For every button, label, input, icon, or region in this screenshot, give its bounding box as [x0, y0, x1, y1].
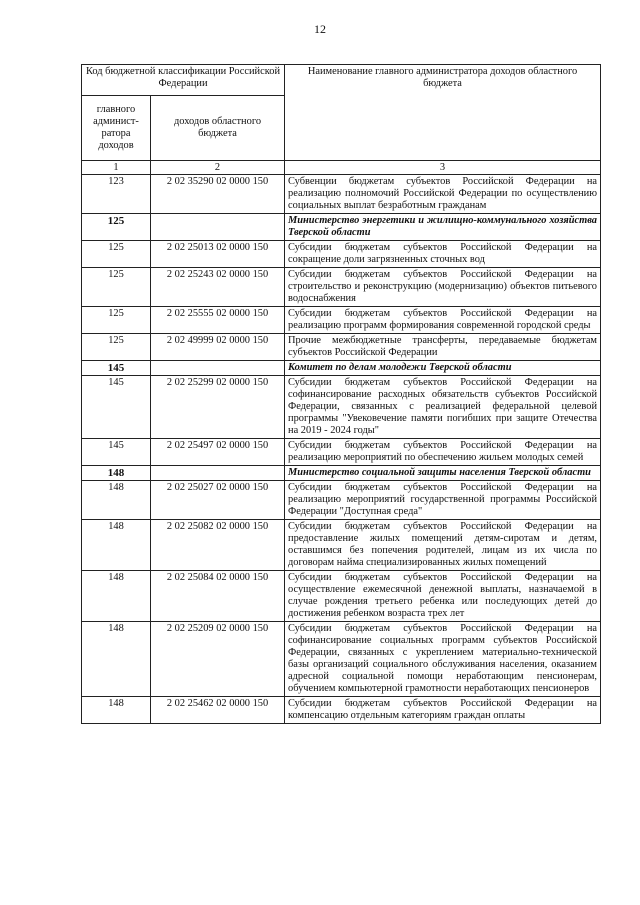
income-code-cell: 2 02 25243 02 0000 150	[151, 268, 285, 307]
admin-code-cell: 123	[82, 175, 151, 214]
header-admin-name: Наименование главного администратора доходов областного бюджета	[285, 65, 601, 161]
name-cell: Субсидии бюджетам субъектов Российской Федерации на сокращение доли загрязненных сточных вод	[285, 241, 601, 268]
name-cell: Субвенции бюджетам субъектов Российской Федерации на реализацию полномочий Российской Федерации по осуществлению социальных выплат безработным гражданам	[285, 175, 601, 214]
header-number-1: 1	[82, 161, 151, 175]
name-cell: Министерство социальной защиты населения Тверской области	[285, 466, 601, 481]
page-number: 12	[314, 22, 326, 36]
table-row	[82, 361, 601, 376]
name-cell: Субсидии бюджетам субъектов Российской Федерации на софинансирование расходных обязательств субъектов Российской Федерации, связанных с реализацией федеральной целевой программы "Увековечение памяти погибших при защите Отечества на 2019 - 2024 годы"	[285, 376, 601, 439]
name-cell: Прочие межбюджетные трансферты, передаваемые бюджетам субъектов Российской Федерации	[285, 334, 601, 361]
table-row	[82, 622, 601, 697]
budget-classification-table	[81, 64, 601, 724]
header-main-admin: главного админист-ратора доходов	[82, 96, 151, 161]
admin-code-cell: 148	[82, 481, 151, 520]
table-row	[82, 376, 601, 439]
admin-code-cell: 125	[82, 241, 151, 268]
income-code-cell: 2 02 25209 02 0000 150	[151, 622, 285, 697]
income-code-cell	[151, 361, 285, 376]
income-code-cell: 2 02 25555 02 0000 150	[151, 307, 285, 334]
table-row	[82, 466, 601, 481]
income-code-cell: 2 02 25027 02 0000 150	[151, 481, 285, 520]
income-code-cell: 2 02 25084 02 0000 150	[151, 571, 285, 622]
income-code-cell: 2 02 35290 02 0000 150	[151, 175, 285, 214]
table-row	[82, 268, 601, 307]
header-classification-code: Код бюджетной классификации Российской Федерации	[82, 65, 285, 96]
table-row	[82, 175, 601, 214]
name-cell: Субсидии бюджетам субъектов Российской Федерации на реализацию мероприятий по обеспечению жильем молодых семей	[285, 439, 601, 466]
name-cell: Министерство энергетики и жилищно-коммунального хозяйства Тверской области	[285, 214, 601, 241]
table-row	[82, 241, 601, 268]
admin-code-cell: 145	[82, 376, 151, 439]
income-code-cell	[151, 466, 285, 481]
header-number-2: 2	[151, 161, 285, 175]
table-row	[82, 697, 601, 724]
admin-code-cell: 148	[82, 622, 151, 697]
name-cell: Субсидии бюджетам субъектов Российской Федерации на строительство и реконструкцию (модернизацию) объектов питьевого водоснабжения	[285, 268, 601, 307]
name-cell: Субсидии бюджетам субъектов Российской Федерации на осуществление ежемесячной денежной выплаты, назначаемой в случае рождения третьего ребенка или последующих детей до достижения ребенком возраста трех лет	[285, 571, 601, 622]
admin-code-cell: 148	[82, 466, 151, 481]
name-cell: Субсидии бюджетам субъектов Российской Федерации на реализацию программ формирования современной городской среды	[285, 307, 601, 334]
name-cell: Субсидии бюджетам субъектов Российской Федерации на предоставление жилых помещений детям-сиротам и детям, оставшимся без попечения родителей, лицам из их числа по договорам найма специализированных жилых помещений	[285, 520, 601, 571]
admin-code-cell: 125	[82, 334, 151, 361]
table-row	[82, 307, 601, 334]
header-income: доходов областного бюджета	[151, 96, 285, 161]
name-cell: Субсидии бюджетам субъектов Российской Федерации на софинансирование социальных программ субъектов Российской Федерации, связанных с укреплением материально-технической базы организаций социального обслуживания населения, оказанием адресной социальной помощи неработающим пенсионерам, обучением компьютерной грамотности неработающих пенсионеров	[285, 622, 601, 697]
table-row	[82, 481, 601, 520]
name-cell: Субсидии бюджетам субъектов Российской Федерации на компенсацию отдельным категориям граждан оплаты	[285, 697, 601, 724]
income-code-cell: 2 02 25462 02 0000 150	[151, 697, 285, 724]
name-cell: Комитет по делам молодежи Тверской области	[285, 361, 601, 376]
income-code-cell: 2 02 25013 02 0000 150	[151, 241, 285, 268]
header-number-3: 3	[285, 161, 601, 175]
income-code-cell: 2 02 25299 02 0000 150	[151, 376, 285, 439]
admin-code-cell: 125	[82, 214, 151, 241]
admin-code-cell: 145	[82, 439, 151, 466]
table-row	[82, 520, 601, 571]
admin-code-cell: 148	[82, 697, 151, 724]
admin-code-cell: 125	[82, 268, 151, 307]
table-row	[82, 214, 601, 241]
table-body	[82, 175, 601, 724]
admin-code-cell: 125	[82, 307, 151, 334]
table-row	[82, 439, 601, 466]
name-cell: Субсидии бюджетам субъектов Российской Федерации на реализацию мероприятий государственной программы Российской Федерации "Доступная среда"	[285, 481, 601, 520]
admin-code-cell: 148	[82, 571, 151, 622]
income-code-cell	[151, 214, 285, 241]
table-row	[82, 571, 601, 622]
table-row	[82, 334, 601, 361]
income-code-cell: 2 02 25082 02 0000 150	[151, 520, 285, 571]
income-code-cell: 2 02 49999 02 0000 150	[151, 334, 285, 361]
admin-code-cell: 148	[82, 520, 151, 571]
admin-code-cell: 145	[82, 361, 151, 376]
income-code-cell: 2 02 25497 02 0000 150	[151, 439, 285, 466]
